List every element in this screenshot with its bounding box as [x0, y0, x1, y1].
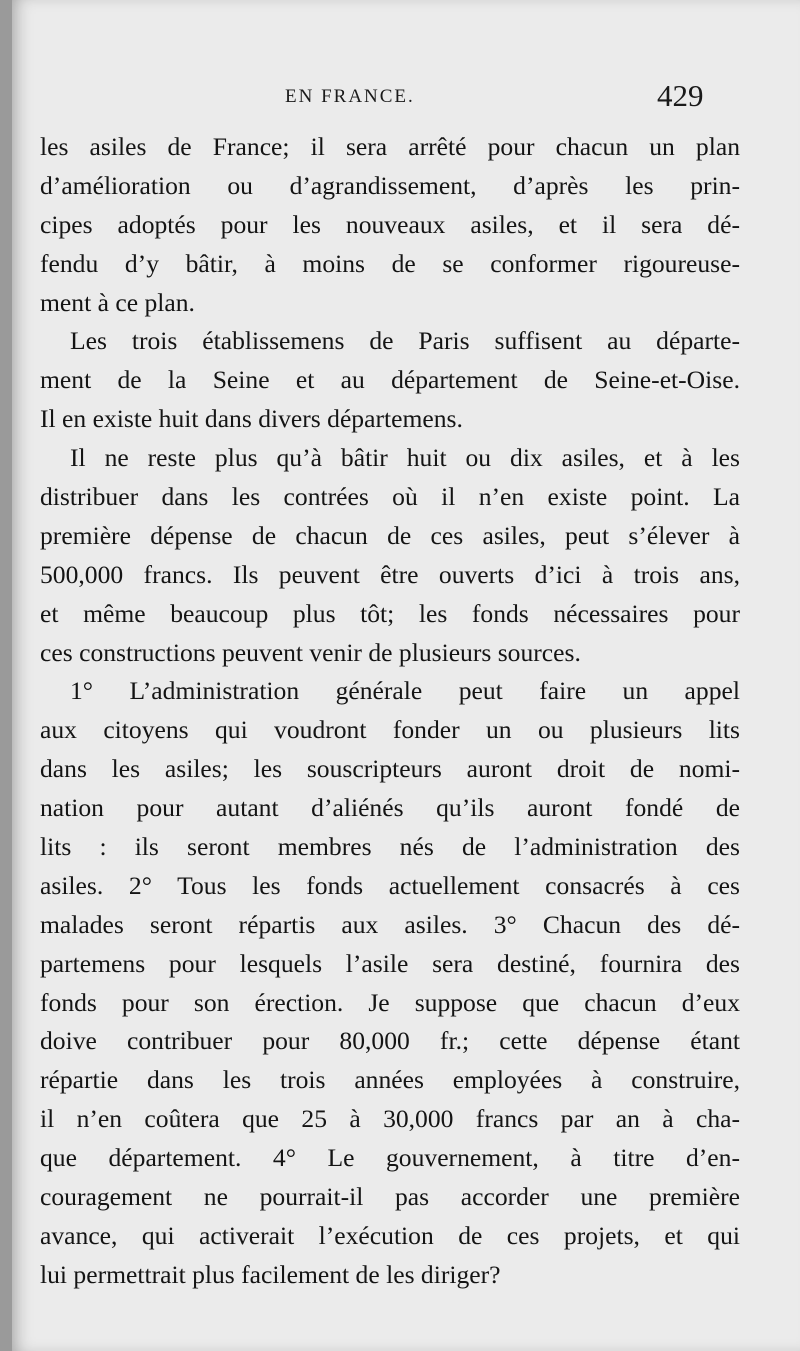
text-line: et même beaucoup plus tôt; les fonds nécessaires pour — [40, 598, 740, 628]
text-line: Il en existe huit dans divers départemens. — [40, 404, 463, 434]
text-line: d’amélioration ou d’agrandissement, d’après les prin- — [40, 170, 740, 200]
text-line: avance, qui activerait l’exécution de ces projets, et qui — [40, 1220, 740, 1250]
text-line: ment à ce plan. — [40, 287, 195, 317]
page-number: 429 — [657, 78, 704, 113]
text-line: il n’en coûtera que 25 à 30,000 francs par an à cha- — [40, 1104, 740, 1134]
text-line: ment de la Seine et au département de Seine-et-Oise. — [40, 365, 740, 395]
text-line: partemens pour lesquels l’asile sera destiné, fournira des — [40, 948, 740, 978]
book-page — [12, 0, 800, 1351]
text-line: nation pour autant d’aliénés qu’ils auront fondé de — [40, 793, 740, 823]
text-line: fonds pour son érection. Je suppose que chacun d’eux — [40, 987, 740, 1017]
text-line: doive contribuer pour 80,000 fr.; cette dépense étant — [40, 1026, 740, 1056]
text-line: répartie dans les trois années employées à construire, — [40, 1065, 740, 1095]
text-line: fendu d’y bâtir, à moins de se conformer rigoureuse- — [40, 248, 740, 278]
text-line: 1° L’administration générale peut faire un appel — [70, 676, 740, 706]
text-line: que département. 4° Le gouvernement, à titre d’en- — [40, 1143, 740, 1173]
text-line: dans les asiles; les souscripteurs auront droit de nomi- — [40, 754, 740, 784]
text-line: lui permettrait plus facilement de les diriger? — [40, 1259, 501, 1289]
text-line: asiles. 2° Tous les fonds actuellement consacrés à ces — [40, 870, 740, 900]
text-line: couragement ne pourrait-il pas accorder une première — [40, 1182, 740, 1212]
page-header — [12, 78, 800, 118]
text-line: malades seront répartis aux asiles. 3° Chacun des dé- — [40, 909, 740, 939]
text-line: Les trois établissemens de Paris suffisent au départe- — [70, 326, 740, 356]
text-line: cipes adoptés pour les nouveaux asiles, et il sera dé- — [40, 209, 740, 239]
running-title: EN FRANCE. — [285, 86, 415, 107]
text-line: les asiles de France; il sera arrêté pour chacun un plan — [40, 132, 740, 161]
body-text — [40, 128, 740, 1295]
text-line: distribuer dans les contrées où il n’en existe point. La — [40, 482, 740, 512]
text-line: ces constructions peuvent venir de plusieurs sources. — [40, 637, 581, 667]
text-line: première dépense de chacun de ces asiles, peut s’élever à — [40, 520, 740, 550]
text-line: aux citoyens qui voudront fonder un ou plusieurs lits — [40, 715, 740, 745]
text-line: 500,000 francs. Ils peuvent être ouverts d’ici à trois ans, — [40, 559, 740, 589]
text-line: lits : ils seront membres nés de l’administration des — [40, 832, 740, 862]
text-line: Il ne reste plus qu’à bâtir huit ou dix asiles, et à les — [70, 443, 740, 473]
